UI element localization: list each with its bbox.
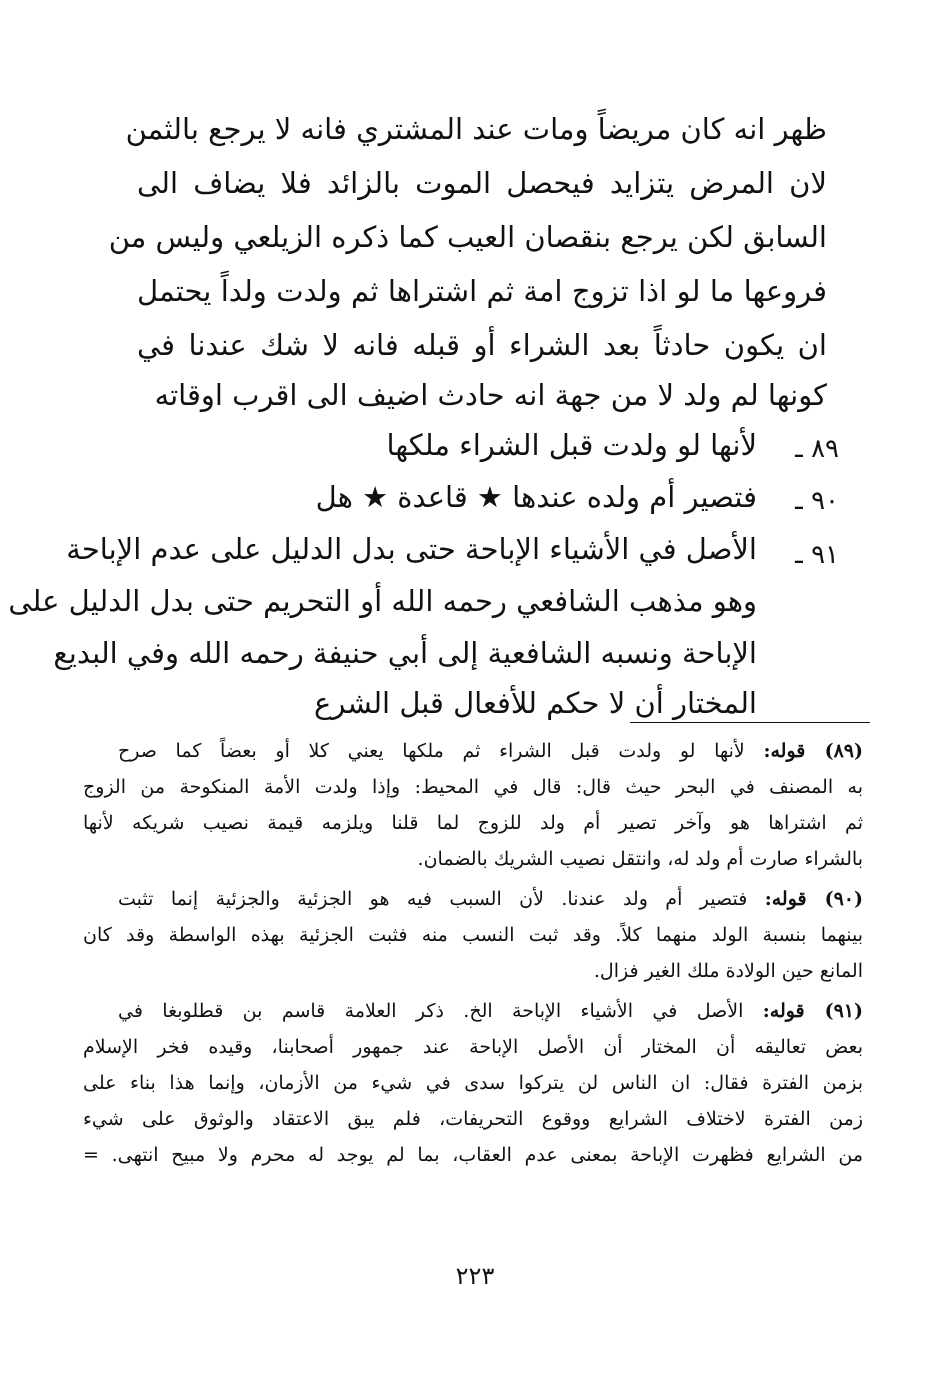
- footnote-89-line-3: ثم اشتراها هو وآخر تصير أم ولد للزوج لما قلنا ويلزمه قيمة نصيب شريكه لأنها: [83, 812, 863, 834]
- item-89-line-1: لأنها لو ولدت قبل الشراء ملكها: [386, 428, 757, 462]
- footnote-91-line-2: بعض تعاليقه أن المختار أن الأصل الإباحة عند جمهور أصحابنا، وقيده فخر الإسلام: [83, 1036, 863, 1058]
- footnote-89-marker: (٨٩) قوله:: [763, 740, 863, 762]
- item-number-90: ٩٠ ـ: [795, 486, 839, 516]
- footnote-90-marker: (٩٠) قوله:: [764, 888, 863, 910]
- main-line-1: ظهر انه كان مريضاً ومات عند المشتري فانه لا يرجع بالثمن: [125, 112, 827, 146]
- footnote-90-line-3: المانع حين الولادة ملك الغير فزال.: [593, 960, 863, 982]
- footnote-90-text: فتصير أم ولد عندنا. لأن السبب فيه هو الجزئية والجزئية إنما تثبت: [118, 888, 748, 910]
- footnote-91-line-4: زمن الفترة لاختلاف الشرايع ووقوع التحريفات، فلم يبق الاعتقاد والوثوق على شيء: [83, 1108, 863, 1130]
- footnote-89-line-4: بالشراء صارت أم ولد له، وانتقل نصيب الشريك بالضمان.: [417, 848, 863, 870]
- footnote-separator: [630, 722, 870, 723]
- footnote-91-marker: (٩١) قوله:: [762, 1000, 863, 1022]
- item-91-line-4: المختار أن لا حكم للأفعال قبل الشرع: [314, 686, 757, 720]
- footnote-91-line-5: من الشرايع فظهرت الإباحة بمعنى عدم العقاب، بما لم يوجد له محرم ولا مبيح انتهى. =: [83, 1144, 863, 1166]
- main-line-4: فروعها ما لو اذا تزوج امة ثم اشتراها ثم ولدت ولداً يحتمل: [137, 274, 827, 308]
- footnote-89-text: لأنها لو ولدت قبل الشراء ثم ملكها يعني كلا أو بعضاً كما صرح: [118, 740, 745, 762]
- item-91-line-1: الأصل في الأشياء الإباحة حتى بدل الدليل على عدم الإباحة: [66, 532, 757, 566]
- main-line-3: السابق لكن يرجع بنقصان العيب كما ذكره الزيلعي وليس من: [108, 220, 827, 254]
- main-line-5: ان يكون حادثاً بعد الشراء أو قبله فانه لا شك عندنا في: [137, 328, 827, 362]
- footnote-90-line-1: [118, 888, 863, 910]
- main-line-2: لان المرض يتزايد فيحصل الموت بالزائد فلا يضاف الى: [137, 166, 827, 200]
- item-number-89: ٨٩ ـ: [795, 434, 839, 464]
- footnote-89-line-2: به المصنف في البحر حيث قال: قال في المحيط: وإذا ولدت الأمة المنكوحة من الزوج: [83, 776, 863, 798]
- footnote-90-line-2: بينهما بنسبة الولد منهما كلاً. وقد ثبت النسب منه فثبت الجزئية بهذه الواسطة وقد كان: [83, 924, 863, 946]
- footnote-89-line-1: [118, 740, 863, 762]
- footnote-91-line-1: [118, 1000, 863, 1022]
- footnote-91-line-3: بزمن الفترة فقال: ان الناس لن يتركوا سدى في شيء من الأزمان، وإنما هذا بناء على: [83, 1072, 863, 1094]
- main-line-6: كونها لم ولد لا من جهة انه حادث اضيف الى اقرب اوقاته: [154, 378, 827, 412]
- item-91-line-2: وهو مذهب الشافعي رحمه الله أو التحريم حتى بدل الدليل على: [8, 584, 757, 618]
- footnote-91-text: الأصل في الأشياء الإباحة الخ. ذكر العلامة قاسم بن قطلوبغا في: [118, 1000, 744, 1022]
- page-number: ٢٢٣: [455, 1262, 495, 1290]
- item-90-line-1: فتصير أم ولده عندها ★ قاعدة ★ هل: [315, 480, 757, 514]
- item-91-line-3: الإباحة ونسبه الشافعية إلى أبي حنيفة رحمه الله وفي البديع: [53, 636, 757, 670]
- item-number-91: ٩١ ـ: [795, 540, 839, 570]
